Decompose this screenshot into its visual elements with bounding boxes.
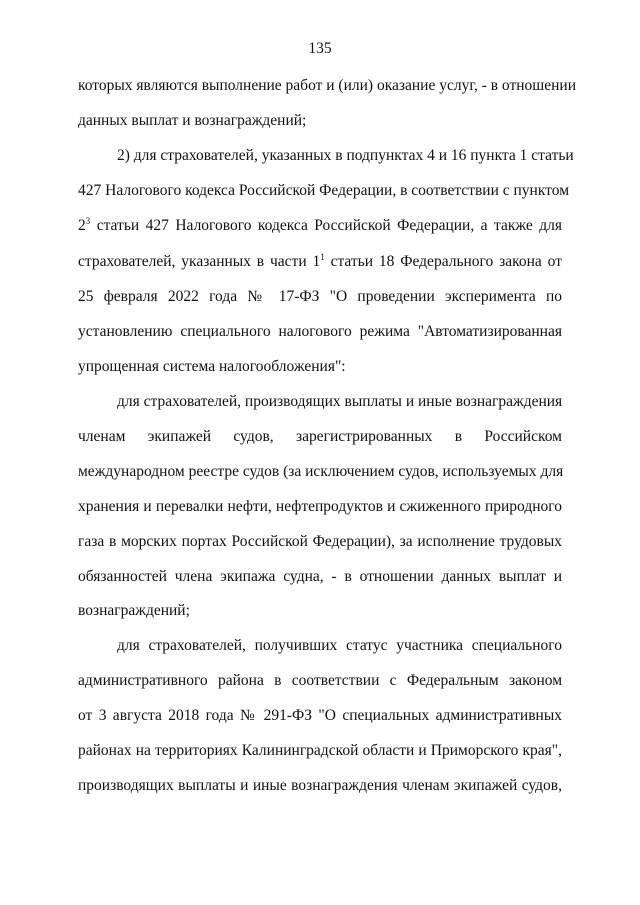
text-line: районах на территориях Калининградской области и Приморского края", [78,742,562,759]
text-line: газа в морских портах Российской Федерации), за исполнение трудовых [78,533,562,550]
text-line: которых являются выполнение работ и (или) оказание услуг, - в отношении [78,77,576,94]
superscript: 3 [85,215,91,226]
text-line: упрощенная система налогообложения": [78,358,346,375]
text-line: от 3 августа 2018 года № 291-ФЗ "О специальных административных [78,707,562,724]
text-line: 2) для страхователей, указанных в подпунктах 4 и 16 пункта 1 статьи [117,147,574,164]
text-line: для страхователей, получивших статус участника специального [117,637,562,654]
text-line: вознаграждений; [78,602,190,619]
text-line: производящих выплаты и иные вознаграждения членам экипажей судов, [78,777,562,794]
text-line-with-superscript [78,216,562,236]
text-fragment: страхователей, указанных в части 1 [78,253,321,270]
text-line: 25 февраля 2022 года № 17-ФЗ "О проведении эксперимента по [78,288,562,305]
text-line: хранения и перевалки нефти, нефтепродуктов и сжиженного природного [78,498,562,515]
text-line: 427 Налогового кодекса Российской Федерации, в соответствии с пунктом [78,182,569,199]
text-line: членам экипажей судов, зарегистрированных в Российском [78,428,562,445]
text-line: административного района в соответствии с Федеральным законом [78,672,562,689]
text-fragment: статьи 18 Федерального закона от [330,253,562,270]
text-line: данных выплат и вознаграждений; [78,112,307,129]
page-number: 135 [308,40,332,57]
superscript: 1 [320,251,325,262]
text-fragment: статьи 427 Налогового кодекса Российской Федерации, а также для [96,217,562,234]
text-line-with-superscript [78,252,562,272]
text-line: обязанностей члена экипажа судна, - в отношении данных выплат и [78,568,562,585]
text-line: для страхователей, производящих выплаты и иные вознаграждения [117,393,563,410]
reference-number: 2 [78,217,86,234]
text-line: установлению специального налогового режима "Автоматизированная [78,323,562,340]
text-line: международном реестре судов (за исключением судов, используемых для [78,463,564,480]
